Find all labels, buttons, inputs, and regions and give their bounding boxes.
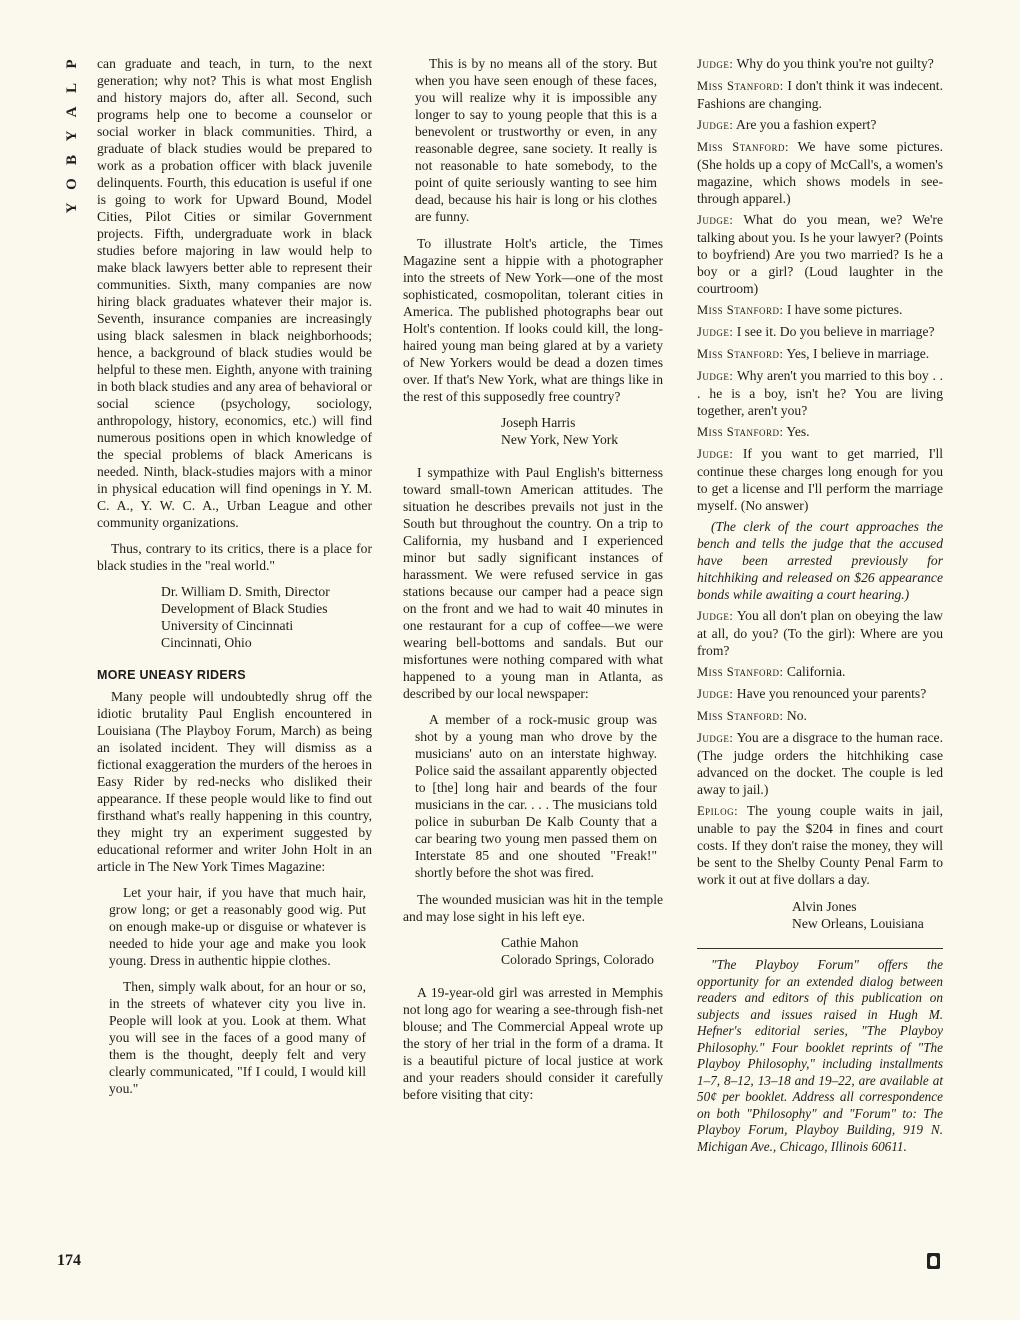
dialog-line [697,345,943,363]
speaker-label: Miss Stanford: [697,709,784,723]
forum-blurb: "The Playboy Forum" offers the opportunity for an extended dialog between readers and editors of this publication on subjects and issues raised in Hugh M. Hefner's editorial series, "The Playboy Philosophy." Four booklet reprints of "The Playboy Philosophy," including installments 1–7, 8–12, 13–18 and 19–22, are available at 50¢ per booklet. Address all correspondence on both "Philosophy" and "Forum" to: The Playboy Forum, Playboy Building, 919 N. Michigan Ave., Chicago, Illinois 60611. [697,957,943,1154]
dialog-line [697,802,943,888]
speaker-label: Miss Stanford: [697,79,784,93]
dialog-text: California. [786,664,846,679]
dialog-line [697,367,943,419]
section-heading: MORE UNEASY RIDERS [97,668,246,682]
speaker-label: Judge: [697,57,734,71]
speaker-label: Miss Stanford: [697,665,784,679]
dialog-text: Have you renounced your parents? [736,686,927,701]
page-number: 174 [57,1252,81,1269]
dialog-text: Are you a fashion expert? [736,117,877,132]
dialog-line [697,301,943,319]
dialog-text: I see it. Do you believe in marriage? [736,324,935,339]
column-3 [697,55,943,1155]
paragraph: The wounded musician was hit in the temple and may lose sight in his left eye. [403,892,663,924]
dialog-line [697,707,943,725]
speaker-label: Judge: [697,609,734,623]
dialog-text: We have some pictures. (She holds up a copy of McCall's, a women's magazine, which shows models in see-through apparel.) [697,139,943,206]
dialog-text: If you want to get married, I'll continue these charges long enough for you to get a license and I'll perform the marriage myself. (No answer) [697,446,944,513]
running-head-playboy: P L A Y B O Y [64,59,80,214]
dialog-line [697,729,943,798]
courtroom-dialog [697,607,943,888]
speaker-label: Judge: [697,213,734,227]
playboy-bunny-icon [927,1253,940,1269]
speaker-label: Judge: [697,369,734,383]
letter-signature: Joseph Harris New York, New York [501,415,619,447]
letter-signature: Alvin Jones New Orleans, Louisiana [792,899,924,931]
speaker-label: Miss Stanford: [697,303,784,317]
dialog-line [697,607,943,659]
dialog-line [697,55,943,73]
block-quote: A member of a rock-music group was shot by a young man who drove by the musicians' auto on an interstate highway. Police said the assailant apparently objected to [the] long hair and beards of the four musicians in the car. . . . The musicians told police in suburban De Kalb County that a car bearing two young men passed them on Interstate 85 and one shouted "Freak!" shortly before the shot was fired. [415,712,657,880]
column-1 [97,55,372,1107]
speaker-label: Miss Stanford: [697,347,784,361]
dialog-line [697,211,943,297]
dialog-text: What do you mean, we? We're talking about you. Is he your lawyer? (Points to boyfriend) Are you two married? Is he a boy or a girl? (Loud laughter in the courtroom) [697,212,943,296]
paragraph: can graduate and teach, in turn, to the next generation; why not? This is what most English and history majors do, after all. Second, such programs help one to become a counselor or social worker in black communities. Third, a graduate of black studies would be prepared to work as a probation officer with black juvenile delinquents. Fourth, this education is useful if one is going to work for Upward Bound, Model Cities, Pilot Cities or similar Government projects. Fifth, undergraduate work in black studies before majoring in law would help to make black lawyers better able to represent their communities. Sixth, many companies are now hiring black graduates whatever their major is. Seventh, insurance companies are increasingly using black salesmen in black neighborhoods; hence, a background of black studies would be helpful to these men. Eighth, anyone with training in both black studies and any area of behavioral or social science (psychology, sociology, anthropology, history, economics, etc.) will find numerous positions open in which knowledge of the special problems of black Americans is needed. Ninth, black-studies majors with a minor in physical education will find openings in Y. M. C. A., Y. W. C. A., Urban League and other community organizations. [97,56,372,530]
block-quote: This is by no means all of the story. But when you have seen enough of these faces, you will realize why it is impossible any longer to say to young people that this is a benevolent or trustworthy or even, in any reasonable degree, sane society. It really is not reasonable to hate somebody, to the point of quite seriously wanting to see him dead, because his hair is long or his clothes are funny. [415,56,657,224]
speaker-label: Miss Stanford: [697,425,784,439]
paragraph: To illustrate Holt's article, the Times Magazine sent a hippie with a photographer into the streets of New York—one of the most sophisticated, cosmopolitan, tolerant cities in America. The published photographs bear out Holt's contention. If looks could kill, the long-haired young man being glared at by a variety of New Yorkers would be dead a dozen times over. If that's New York, what are things like in the rest of this supposedly free country? [403,236,663,404]
speaker-label: Epilog: [697,804,739,818]
dialog-line [697,77,943,112]
dialog-text: You are a disgrace to the human race. (The judge orders the hitchhiking case advanced on the docket. The couple is led away to jail.) [697,730,943,797]
dialog-text: Why aren't you married to this boy . . . he is a boy, isn't he? You are living together, aren't you? [697,368,943,418]
speaker-label: Judge: [697,118,734,132]
dialog-line [697,663,943,681]
paragraph: Thus, contrary to its critics, there is a place for black studies in the "real world." [97,541,372,573]
speaker-label: Judge: [697,325,734,339]
dialog-text: No. [786,708,807,723]
dialog-line [697,323,943,341]
speaker-label: Judge: [697,687,734,701]
dialog-text: Yes. [786,424,810,439]
stage-direction: (The clerk of the court approaches the bench and tells the judge that the accused have been arrested previously for hitchhiking and released on $26 appearance bonds while awaiting a court hearing.) [697,519,943,602]
dialog-text: I have some pictures. [786,302,903,317]
dialog-line [697,138,943,207]
paragraph: I sympathize with Paul English's bitterness toward small-town American attitudes. The situation he describes prevails not just in the South but throughout the country. On a trip to California, my husband and I experienced minor but sadly significant instances of harassment. We were refused service in gas stations because our camper had a peace sign on the front and we had to wait 40 minutes in one restaurant for a cup of coffee—we were wearing bell-bottoms and sandals. But our misfortunes were nothing compared with what happened to a young man in Atlanta, as described by our local newspaper: [403,465,663,701]
block-quote: Let your hair, if you have that much hair, grow long; or get a reasonably good wig. Put on enough make-up or disguise or whatever is needed to hide your age and make you look young. Dress in authentic hippie clothes. Then, simply walk about, for an hour or so, in the streets of whatever city you live in. People will look at you. Look at them. What you will see in the faces of a good many of them is the thought, deeply felt and very clearly communicated, "If I could, I would kill you." [109,885,366,1096]
speaker-label: Miss Stanford: [697,140,789,154]
column-2 [403,55,663,1112]
dialog-line [697,116,943,134]
dialog-text: I don't think it was indecent. Fashions are changing. [697,78,943,111]
divider [697,948,943,949]
speaker-label: Judge: [697,447,734,461]
dialog-text: Yes, I believe in marriage. [786,346,930,361]
paragraph: Many people will undoubtedly shrug off the idiotic brutality Paul English encountered in Louisiana (The Playboy Forum, March) as being an isolated incident. They will dismiss as a fictional exaggeration the murders of the heroes in Easy Rider by red-necks who disliked their appearance. If these people would like to find out firsthand what's really happening in this country, they might try an experiment suggested by educational reformer and writer John Holt in an article in The New York Times Magazine: [97,689,372,874]
dialog-text: Why do you think you're not guilty? [736,56,934,71]
dialog-line [697,445,943,514]
courtroom-dialog [697,55,943,514]
paragraph: A 19-year-old girl was arrested in Memphis not long ago for wearing a see-through fish-net blouse; and The Commercial Appeal wrote up the story of her trial in the form of a drama. It is a beautiful picture of local justice at work and your readers should consider it carefully before visiting that city: [403,985,663,1102]
dialog-line [697,685,943,703]
letter-signature: Cathie Mahon Colorado Springs, Colorado [501,935,654,967]
letter-signature: Dr. William D. Smith, Director Development of Black Studies University of Cincinnati Cincinnati, Ohio [161,584,330,650]
dialog-line [697,423,943,441]
speaker-label: Judge: [697,731,734,745]
dialog-text: You all don't plan on obeying the law at all, do you? (To the girl): Where are you from? [697,608,943,658]
dialog-text: The young couple waits in jail, unable to pay the $204 in fines and court costs. If they don't raise the money, they will be sent to the Shelby County Penal Farm to work it out at five dollars a day. [697,803,943,887]
